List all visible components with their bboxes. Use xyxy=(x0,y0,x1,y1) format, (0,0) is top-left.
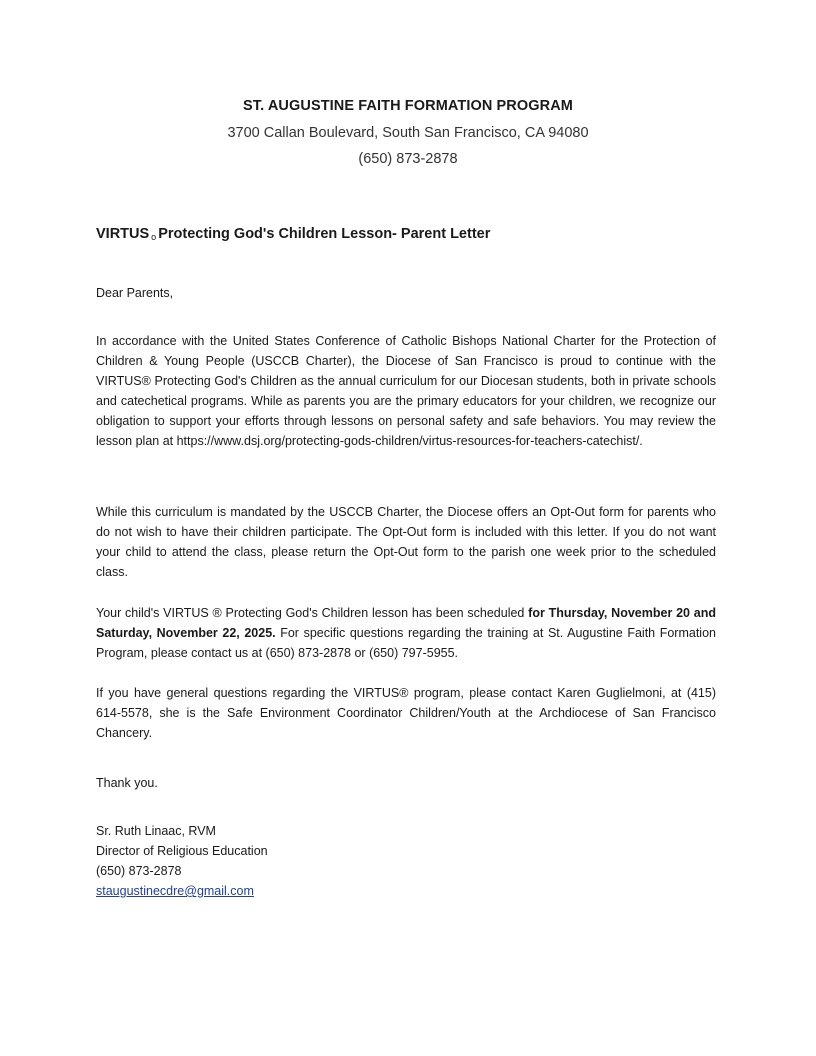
letter-title xyxy=(96,226,490,242)
signer-role: Director of Religious Education xyxy=(96,844,268,858)
signer-email-link[interactable]: staugustinecdre@gmail.com xyxy=(96,884,254,898)
paragraph-opt-out: While this curriculum is mandated by the USCCB Charter, the Diocese offers an Opt-Out form for parents who do not wish to have their children participate. The Opt-Out form is included with this letter. If you do not want your child to attend the class, please return the Opt-Out form to the parish one week prior to the scheduled class. xyxy=(96,505,716,579)
title-program: VIRTUS xyxy=(96,226,150,242)
salutation: Dear Parents, xyxy=(96,286,174,300)
title-subject: Protecting God's Children Lesson- Parent Letter xyxy=(158,226,491,242)
org-name: ST. AUGUSTINE FAITH FORMATION PROGRAM xyxy=(243,98,573,114)
signer-phone: (650) 873-2878 xyxy=(96,864,182,878)
org-address: 3700 Callan Boulevard, South San Francisco, CA 94080 xyxy=(227,125,589,141)
schedule-intro: Your child's VIRTUS ® Protecting God's Children lesson has been scheduled xyxy=(96,606,529,620)
title-mark: o xyxy=(151,232,157,242)
signature-block xyxy=(96,821,268,901)
signer-name: Sr. Ruth Linaac, RVM xyxy=(96,824,216,838)
closing: Thank you. xyxy=(96,776,158,790)
paragraph-questions: If you have general questions regarding the VIRTUS® program, please contact Karen Guglielmoni, at (415) 614-5578, she is the Safe Environment Coordinator Children/Youth at the Archdiocese of San Francisco Chancery. xyxy=(96,686,716,740)
paragraph-charter: In accordance with the United States Conference of Catholic Bishops National Charter for the Protection of Children & Young People (USCCB Charter), the Diocese of San Francisco is proud to continue with the VIRTUS® Protecting God's Children as the annual curriculum for our Diocesan students, both in private schools and catechetical programs. While as parents you are the primary educators for your children, we recognize our obligation to support your efforts through lessons on personal safety and safe behaviors. You may review the lesson plan at https://www.dsj.org/protecting-gods-children/virtus-resources-for-teachers-catechist/. xyxy=(96,334,716,448)
schedule-contact: For specific questions regarding the training at St. Augustine Faith Formation Program, please contact us at (650) 873-2878 or (650) 797-5955. xyxy=(96,626,716,660)
org-phone: (650) 873-2878 xyxy=(358,151,458,167)
schedule-dates: for Thursday, November 20 and Saturday, November 22, 2025. xyxy=(96,606,716,640)
paragraph-schedule xyxy=(96,603,716,663)
